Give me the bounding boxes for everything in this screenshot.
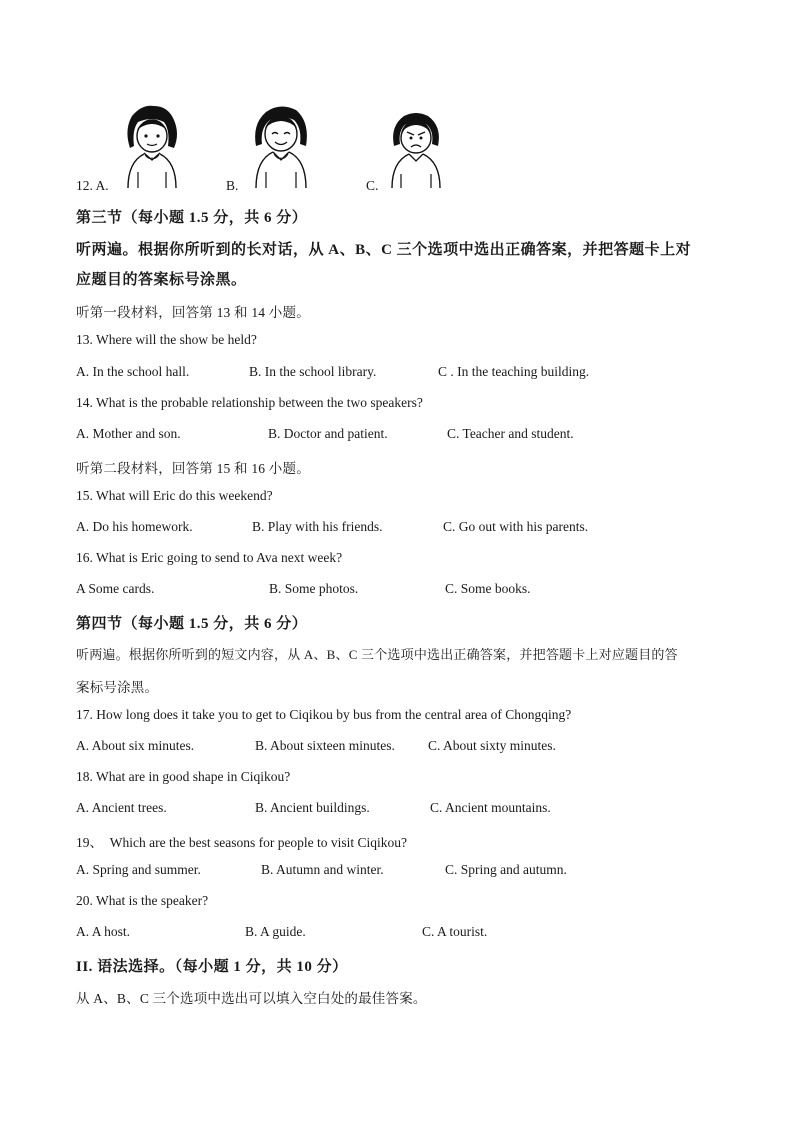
q12-option-c-label: C. [366,178,379,193]
picture-option-a-girl-smiling [116,100,186,190]
q15-option-c: C. Go out with his parents. [443,519,589,534]
q20-question: 20. What is the speaker? [76,893,209,908]
q13-question: 13. Where will the show be held? [76,332,257,347]
q14-question: 14. What is the probable relationship between the two speakers? [76,395,423,410]
q19-option-a: A. Spring and summer. [76,862,201,877]
q14-option-a: A. Mother and son. [76,426,181,441]
section4-heading: 第四节（每小题 1.5 分，共 6 分） [76,616,308,632]
section3-instruction-line1: 听两遍。根据你所听到的长对话，从 A、B、C 三个选项中选出正确答案，并把答题卡上对 [76,242,692,258]
q15-option-a: A. Do his homework. [76,519,193,534]
q13-option-c: C . In the teaching building. [438,364,590,379]
q16-option-b: B. Some photos. [269,581,359,596]
q12-number-and-option-a: 12. A. [76,178,109,193]
section4-instruction-line2: 案标号涂黑。 [76,680,159,695]
q19-option-c: C. Spring and autumn. [445,862,567,877]
section4-instruction-line1: 听两遍。根据你所听到的短文内容，从 A、B、C 三个选项中选出正确答案，并把答题卡上对应题目的答 [76,647,678,662]
q17-option-a: A. About six minutes. [76,738,195,753]
q15-option-b: B. Play with his friends. [252,519,383,534]
q18-option-c: C. Ancient mountains. [430,800,551,815]
q19-question: 19、 Which are the best seasons for people to visit Ciqikou? [76,835,408,850]
picture-option-c-girl-upset [384,108,448,190]
passage2-note: 听第二段材料，回答第 15 和 16 小题。 [76,461,310,476]
q12-option-b-label: B. [226,178,239,193]
q19-option-b: B. Autumn and winter. [261,862,384,877]
q16-option-c: C. Some books. [445,581,531,596]
q13-option-a: A. In the school hall. [76,364,190,379]
q15-question: 15. What will Eric do this weekend? [76,488,273,503]
passage1-note: 听第一段材料，回答第 13 和 14 小题。 [76,305,310,320]
q20-option-a: A. A host. [76,924,131,939]
q20-option-c: C. A tourist. [422,924,488,939]
q14-option-b: B. Doctor and patient. [268,426,388,441]
q18-option-a: A. Ancient trees. [76,800,167,815]
q16-option-a: A Some cards. [76,581,155,596]
part2-heading: II. 语法选择。（每小题 1 分，共 10 分） [76,959,348,975]
q14-option-c: C. Teacher and student. [447,426,574,441]
q20-option-b: B. A guide. [245,924,306,939]
q16-question: 16. What is Eric going to send to Ava next week? [76,550,343,565]
part2-instruction: 从 A、B、C 三个选项中选出可以填入空白处的最佳答案。 [76,991,427,1006]
q17-option-c: C. About sixty minutes. [428,738,556,753]
q13-option-b: B. In the school library. [249,364,377,379]
q17-question: 17. How long does it take you to get to Ciqikou by bus from the central area of Chongqing? [76,707,572,722]
section3-instruction-line2: 应题目的答案标号涂黑。 [76,272,247,288]
q17-option-b: B. About sixteen minutes. [255,738,395,753]
q18-question: 18. What are in good shape in Ciqikou? [76,769,291,784]
q18-option-b: B. Ancient buildings. [255,800,370,815]
section3-heading: 第三节（每小题 1.5 分，共 6 分） [76,210,308,226]
picture-option-b-girl-smiling [246,100,316,190]
